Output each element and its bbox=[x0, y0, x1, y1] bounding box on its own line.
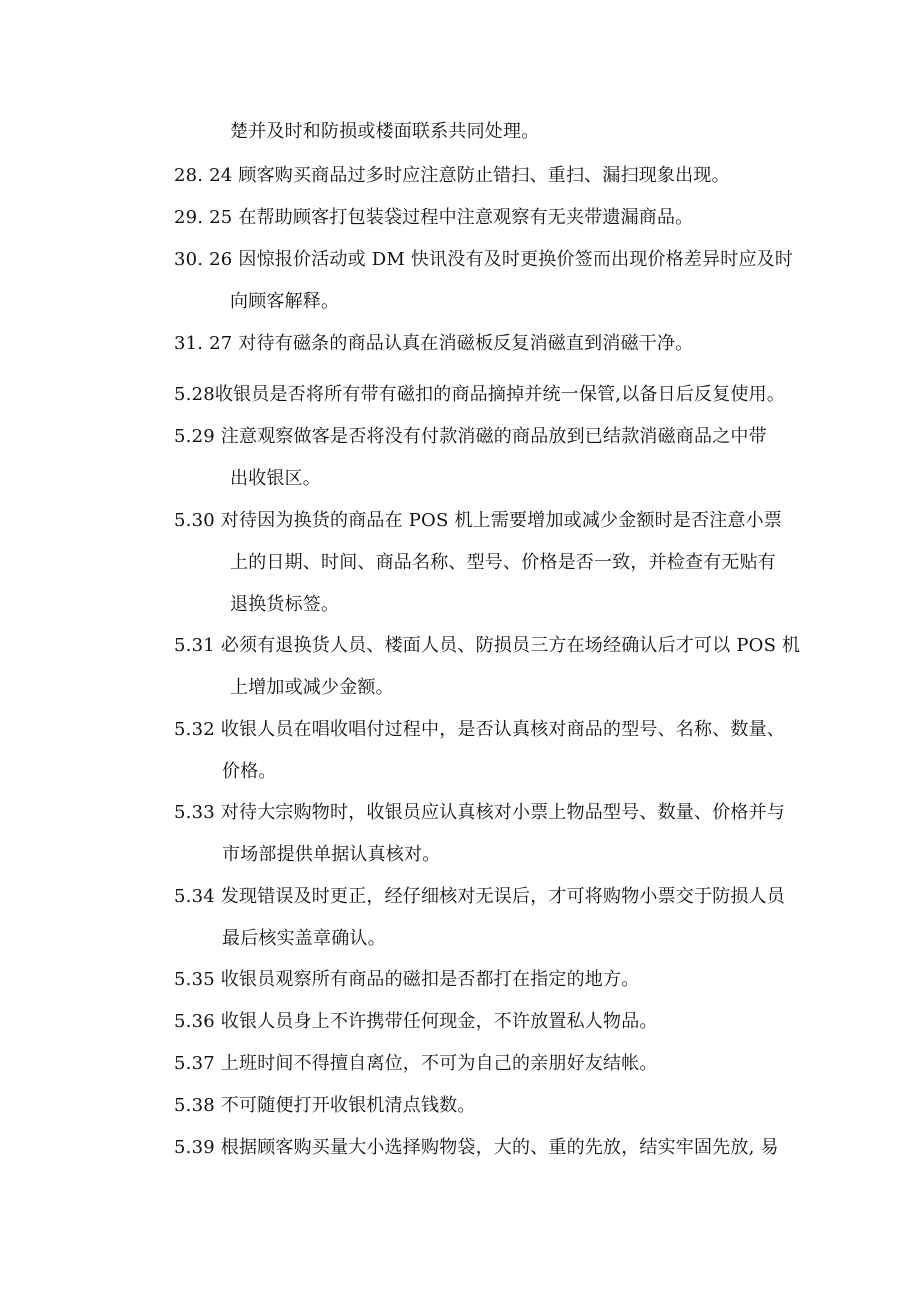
text-line-item-5-33: 5.33 对待大宗购物时，收银员应认真核对小票上物品型号、数量、价格并与 bbox=[174, 802, 785, 823]
text-line-continuation: 最后核实盖章确认。 bbox=[222, 928, 386, 949]
text-line-item-5-30: 5.30 对待因为换货的商品在 POS 机上需要增加或减少金额时是否注意小票 bbox=[174, 510, 783, 531]
text-line-item-5-32: 5.32 收银人员在唱收唱付过程中，是否认真核对商品的型号、名称、数量、 bbox=[174, 719, 785, 740]
text-line-item-5-36: 5.36 收银人员身上不许携带任何现金，不许放置私人物品。 bbox=[174, 1011, 658, 1032]
text-line-item-5-28: 5.28收银员是否将所有带有磁扣的商品摘掉并统一保管,以备日后反复使用。 bbox=[174, 384, 785, 405]
text-line-item-5-29: 5.29 注意观察做客是否将没有付款消磁的商品放到已结款消磁商品之中带 bbox=[174, 426, 767, 447]
text-line-item-5-38: 5.38 不可随便打开收银机清点钱数。 bbox=[174, 1095, 476, 1116]
text-line-item-5-35: 5.35 收银员观察所有商品的磁扣是否都打在指定的地方。 bbox=[174, 969, 640, 990]
text-line-continuation: 上的日期、时间、商品名称、型号、价格是否一致，并检查有无贴有 bbox=[230, 552, 776, 573]
text-line-continuation: 向顾客解释。 bbox=[230, 291, 340, 312]
text-line-continuation: 楚并及时和防损或楼面联系共同处理。 bbox=[230, 121, 540, 142]
text-line-item-28: 28. 24 顾客购买商品过多时应注意防止错扫、重扫、漏扫现象出现。 bbox=[174, 165, 730, 186]
text-line-item-30: 30. 26 因惊报价活动或 DM 快讯没有及时更换价签而出现价格差异时应及时 bbox=[174, 249, 794, 270]
text-line-continuation: 出收银区。 bbox=[230, 468, 321, 489]
text-line-continuation: 退换货标签。 bbox=[230, 594, 340, 615]
text-line-item-31: 31. 27 对待有磁条的商品认真在消磁板反复消磁直到消磁干净。 bbox=[174, 333, 694, 354]
text-line-continuation: 价格。 bbox=[222, 761, 277, 782]
text-line-item-5-31: 5.31 必须有退换货人员、楼面人员、防损员三方在场经确认后才可以 POS 机 bbox=[174, 635, 801, 656]
text-line-item-5-37: 5.37 上班时间不得擅自离位，不可为自己的亲朋好友结帐。 bbox=[174, 1053, 658, 1074]
text-line-item-29: 29. 25 在帮助顾客打包装袋过程中注意观察有无夹带遗漏商品。 bbox=[174, 207, 694, 228]
text-line-continuation: 市场部提供单据认真核对。 bbox=[222, 844, 441, 865]
text-line-continuation: 上增加或减少金额。 bbox=[230, 677, 394, 698]
text-line-item-5-39: 5.39 根据顾客购买量大小选择购物袋，大的、重的先放，结实牢固先放, 易 bbox=[174, 1137, 779, 1158]
text-line-item-5-34: 5.34 发现错误及时更正，经仔细核对无误后，才可将购物小票交于防损人员 bbox=[174, 886, 785, 907]
